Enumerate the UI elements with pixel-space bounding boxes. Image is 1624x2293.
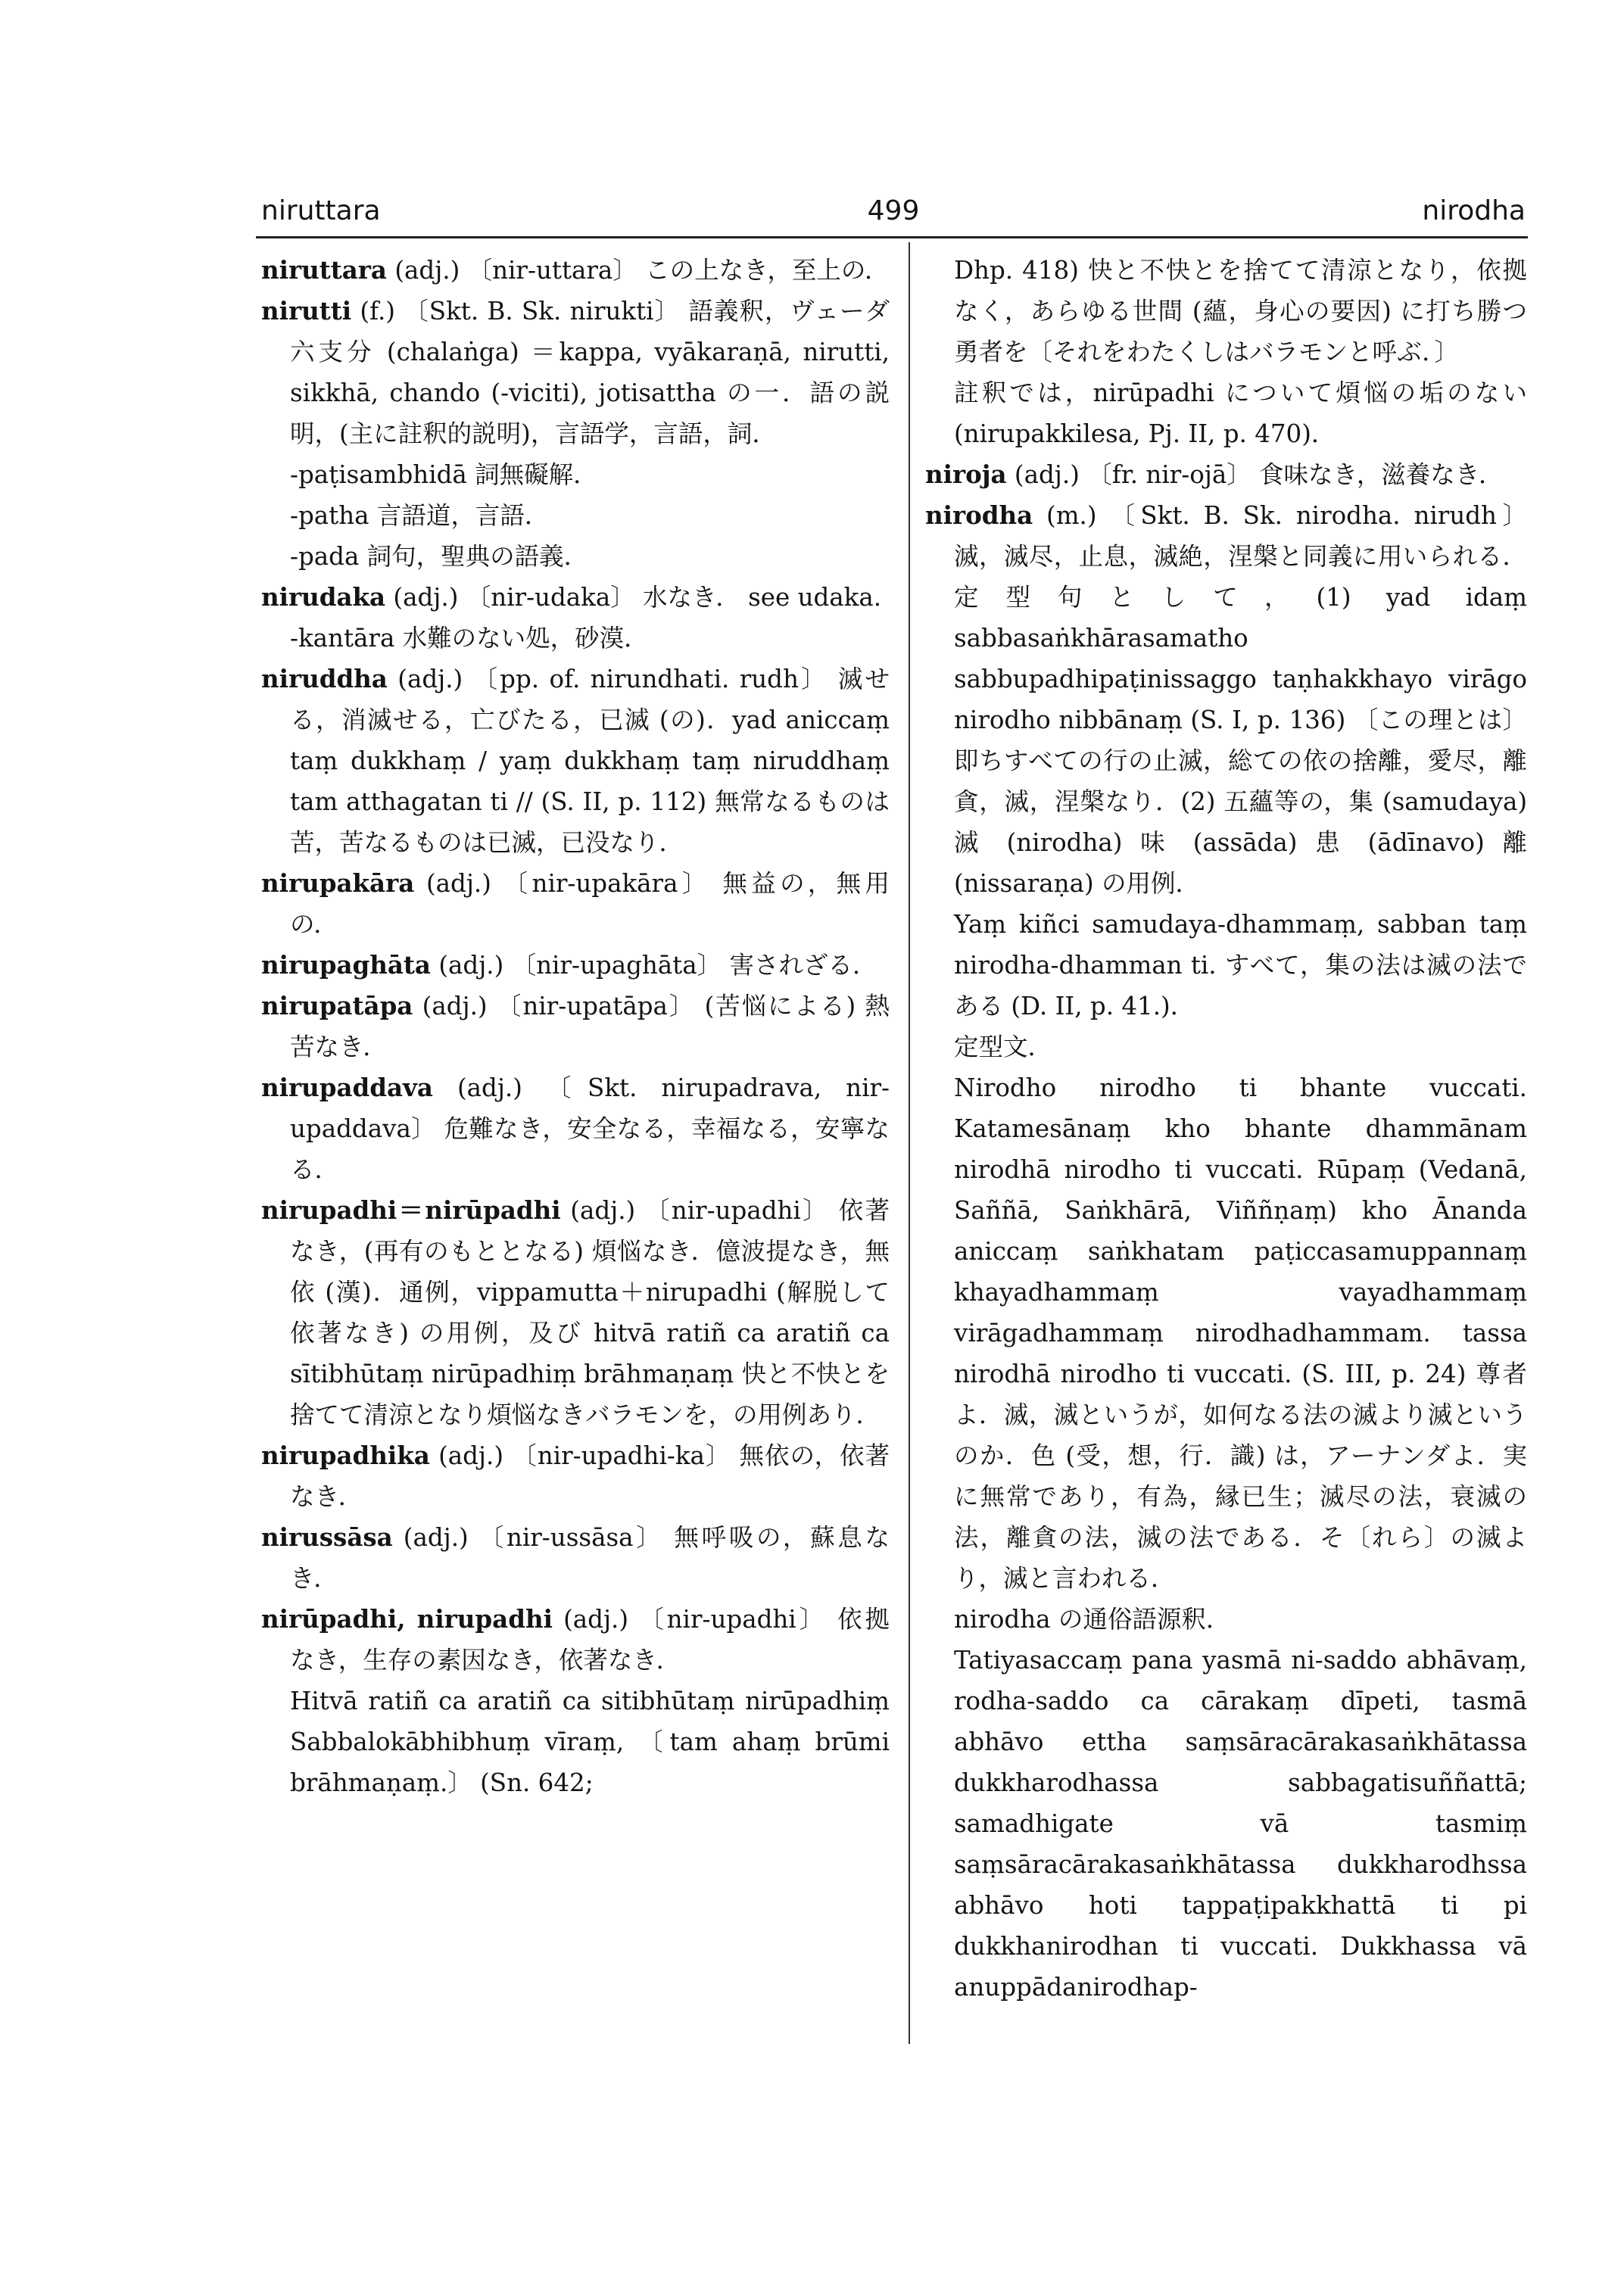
entry-text: -kantāra 水難のない処，砂漠． bbox=[290, 624, 649, 653]
entry-headword: nirupadhi＝nirūpadhi bbox=[261, 1195, 561, 1225]
entry-continuation bbox=[925, 372, 1527, 454]
entry-headword: nirudaka bbox=[261, 582, 386, 612]
entry-headword: niruttara bbox=[261, 255, 387, 285]
entry-text: Tatiyasaccaṃ pana yasmā ni-saddo abhāvaṃ, rodha-saddo ca cārakaṃ dīpeti, tasmā abhāvo ettha saṃsāracārakasaṅkhātassa dukkharodhassa sabbagatisuññattā; samadhigate vā tasmiṃ saṃsāracārakasaṅkhātassa dukkharodhssa abhāvo hoti tappaṭipakkhattā ti pi dukkhanirodhan ti vuccati. Dukkhassa vā anuppādanirodhap- bbox=[954, 1646, 1527, 2002]
entry-continuation bbox=[261, 618, 890, 659]
entry-headword: nirodha bbox=[925, 500, 1033, 530]
entry-text: (adj.) 〔nir-uttara〕 この上なき，至上の． bbox=[387, 256, 890, 285]
entry-headword: nirupakāra bbox=[261, 868, 415, 898]
entry-text: -paṭisambhidā 詞無礙解． bbox=[290, 460, 598, 489]
entry-continuation bbox=[925, 1027, 1527, 1067]
entry-text: 註釈では，nirūpadhi について煩悩の垢のない (nirupakkilesa, Pj. II, p. 470)． bbox=[954, 379, 1527, 448]
entry-text: nirodha の通俗語源釈． bbox=[954, 1605, 1231, 1634]
entry-text: Hitvā ratiñ ca aratiñ ca sitibhūtaṃ nirūpadhiṃ Sabbalokābhibhuṃ vīraṃ, 〔tam ahaṃ brūmi brāhmaṇaṃ.〕 (Sn. 642; bbox=[290, 1687, 890, 1797]
entry-headword: nirupaddava bbox=[261, 1073, 433, 1102]
dictionary-entry bbox=[261, 863, 890, 945]
entry-headword: nirupatāpa bbox=[261, 991, 413, 1020]
entry-text: 定型文． bbox=[954, 1033, 1053, 1061]
entry-headword: nirussāsa bbox=[261, 1522, 393, 1552]
entry-continuation bbox=[925, 1599, 1527, 1640]
entry-headword: nirūpadhi, nirupadhi bbox=[261, 1604, 553, 1634]
entry-continuation bbox=[925, 250, 1527, 372]
dictionary-entry bbox=[925, 454, 1527, 495]
dictionary-entry bbox=[261, 1517, 890, 1599]
entry-text: (adj.) 〔pp. of. nirundhati. rudh〕 滅せる，消滅せる，亡びたる，已滅 (の)．yad aniccaṃ taṃ dukkhaṃ / yaṃ dukkhaṃ taṃ niruddhaṃ tam atthagatan ti // (S. II, p. 112) 無常なるものは苦，苦なるものは已滅，已没なり． bbox=[290, 665, 890, 857]
dictionary-entry bbox=[261, 659, 890, 863]
dictionary-entry bbox=[261, 1599, 890, 1681]
dictionary-entry bbox=[261, 577, 890, 618]
entry-text: (adj.) 〔Skt. nirupadrava, nir-upaddava〕 危難なき，安全なる，幸福なる，安寧なる． bbox=[290, 1073, 890, 1184]
entry-headword: nirupadhika bbox=[261, 1441, 430, 1470]
entry-text: (m.) 〔Skt. B. Sk. nirodha. nirudh〕 滅，滅尽，止息，滅絶，涅槃と同義に用いられる．定型句として，(1) yad idaṃ sabbasaṅkhārasamatho sabbupadhipaṭinissaggo taṇhakkhayo virāgo nirodho nibbānaṃ (S. I, p. 136) 〔この理とは〕 即ちすべての行の止滅，総ての依の捨離，愛尽，離貪，滅，涅槃なり．(2) 五蘊等の，集 (samudaya) 滅 (nirodha) 味 (assāda) 患 (ādīnavo) 離 (nissaraṇa) の用例． bbox=[954, 501, 1527, 898]
page-number: 499 bbox=[867, 195, 920, 226]
entry-continuation bbox=[261, 536, 890, 577]
entry-text: (adj.) 〔nir-upadhi〕 依著なき，(再有のもととなる) 煩悩なき．億波提なき，無依 (漢)．通例，vippamutta＋nirupadhi (解脱して依著なき) の用例，及び hitvā ratiñ ca aratiñ ca sītibhūtaṃ nirūpadhiṃ brāhmaṇaṃ 快と不快とを捨てて清涼となり煩悩なきバラモンを，の用例あり． bbox=[290, 1196, 890, 1429]
dictionary-entry bbox=[261, 945, 890, 986]
entry-text: Nirodho nirodho ti bhante vuccati. Katamesānaṃ kho bhante dhammānam nirodhā nirodho ti vuccati. Rūpaṃ (Vedanā, Saññā, Saṅkhārā, Viññṇaṃ) kho Ānanda aniccaṃ saṅkhatam paṭiccasamuppannaṃ khayadhammaṃ vayadhammaṃ virāgadhammaṃ nirodhadhammam. tassa nirodhā nirodho ti vuccati. (S. III, p. 24) 尊者よ．滅，滅というが，如何なる法の滅より滅というのか．色 (受，想，行．識) は，アーナンダよ．実に無常であり，有為，縁已生；滅尽の法，衰滅の法，離貪の法，滅の法である．そ〔れら〕の滅より，滅と言われる． bbox=[954, 1073, 1527, 1593]
page-header bbox=[261, 195, 1526, 233]
entry-continuation bbox=[261, 454, 890, 495]
entry-continuation bbox=[925, 1067, 1527, 1599]
entry-text: (adj.) 〔nir-upatāpa〕 (苦悩による) 熱苦なき． bbox=[290, 992, 890, 1061]
dictionary-entry bbox=[261, 291, 890, 454]
header-right-guide-word: nirodha bbox=[1422, 195, 1526, 226]
entry-text: (adj.) 〔nir-ussāsa〕 無呼吸の，蘇息なき． bbox=[290, 1523, 890, 1593]
entry-text: (adj.) 〔nir-upaghāta〕 害されざる． bbox=[431, 951, 877, 980]
left-column bbox=[261, 250, 890, 1803]
entry-text: Yaṃ kiñci samudaya-dhammaṃ, sabban taṃ nirodha-dhamman ti. すべて，集の法は滅の法である (D. II, p. 41.)． bbox=[954, 910, 1527, 1020]
entry-headword: nirutti bbox=[261, 296, 352, 326]
entry-text: -patha 言語道，言語． bbox=[290, 501, 550, 530]
entry-headword: niroja bbox=[925, 460, 1007, 489]
dictionary-entry bbox=[261, 250, 890, 291]
entry-text: (f.) 〔Skt. B. Sk. nirukti〕 語義釈，ヴェーダ六支分 (chalaṅga) ＝kappa, vyākaraṇā, nirutti, sikkhā, chando (-viciti), jotisattha の一．語の説明，(主に註釈的説明)，言語学，言語，詞． bbox=[290, 297, 890, 448]
entry-text: -pada 詞句，聖典の語義． bbox=[290, 542, 589, 571]
entry-continuation bbox=[925, 904, 1527, 1027]
entry-text: (adj.) 〔nir-udaka〕 水なき． see udaka. bbox=[385, 583, 882, 612]
dictionary-entry bbox=[261, 1067, 890, 1190]
entry-text: Dhp. 418) 快と不快とを捨てて清涼となり，依拠なく，あらゆる世間 (蘊，身心の要因) に打ち勝つ勇者を〔それをわたくしはバラモンと呼ぶ．〕 bbox=[954, 256, 1527, 366]
header-left-guide-word: niruttara bbox=[261, 195, 381, 226]
entry-continuation bbox=[925, 1640, 1527, 2008]
dictionary-entry bbox=[925, 495, 1527, 904]
dictionary-entry bbox=[261, 1190, 890, 1435]
header-rule bbox=[256, 236, 1528, 238]
entry-continuation bbox=[261, 495, 890, 536]
entry-text: (adj.) 〔nir-upadhi〕 依拠なき，生存の素因なき，依著なき． bbox=[290, 1605, 890, 1675]
column-divider bbox=[909, 242, 910, 2044]
dictionary-entry bbox=[261, 986, 890, 1067]
dictionary-entry bbox=[261, 1435, 890, 1517]
entry-text: (adj.) 〔nir-upadhi-ka〕 無依の，依著なき． bbox=[290, 1441, 890, 1511]
entry-text: (adj.) 〔nir-upakāra〕 無益の，無用の． bbox=[290, 869, 890, 939]
entry-headword: niruddha bbox=[261, 664, 388, 693]
entry-text: (adj.) 〔fr. nir-ojā〕 食味なき，滋養なき． bbox=[1006, 460, 1504, 489]
right-column bbox=[925, 250, 1527, 2008]
entry-headword: nirupaghāta bbox=[261, 950, 431, 980]
entry-continuation bbox=[261, 1681, 890, 1803]
